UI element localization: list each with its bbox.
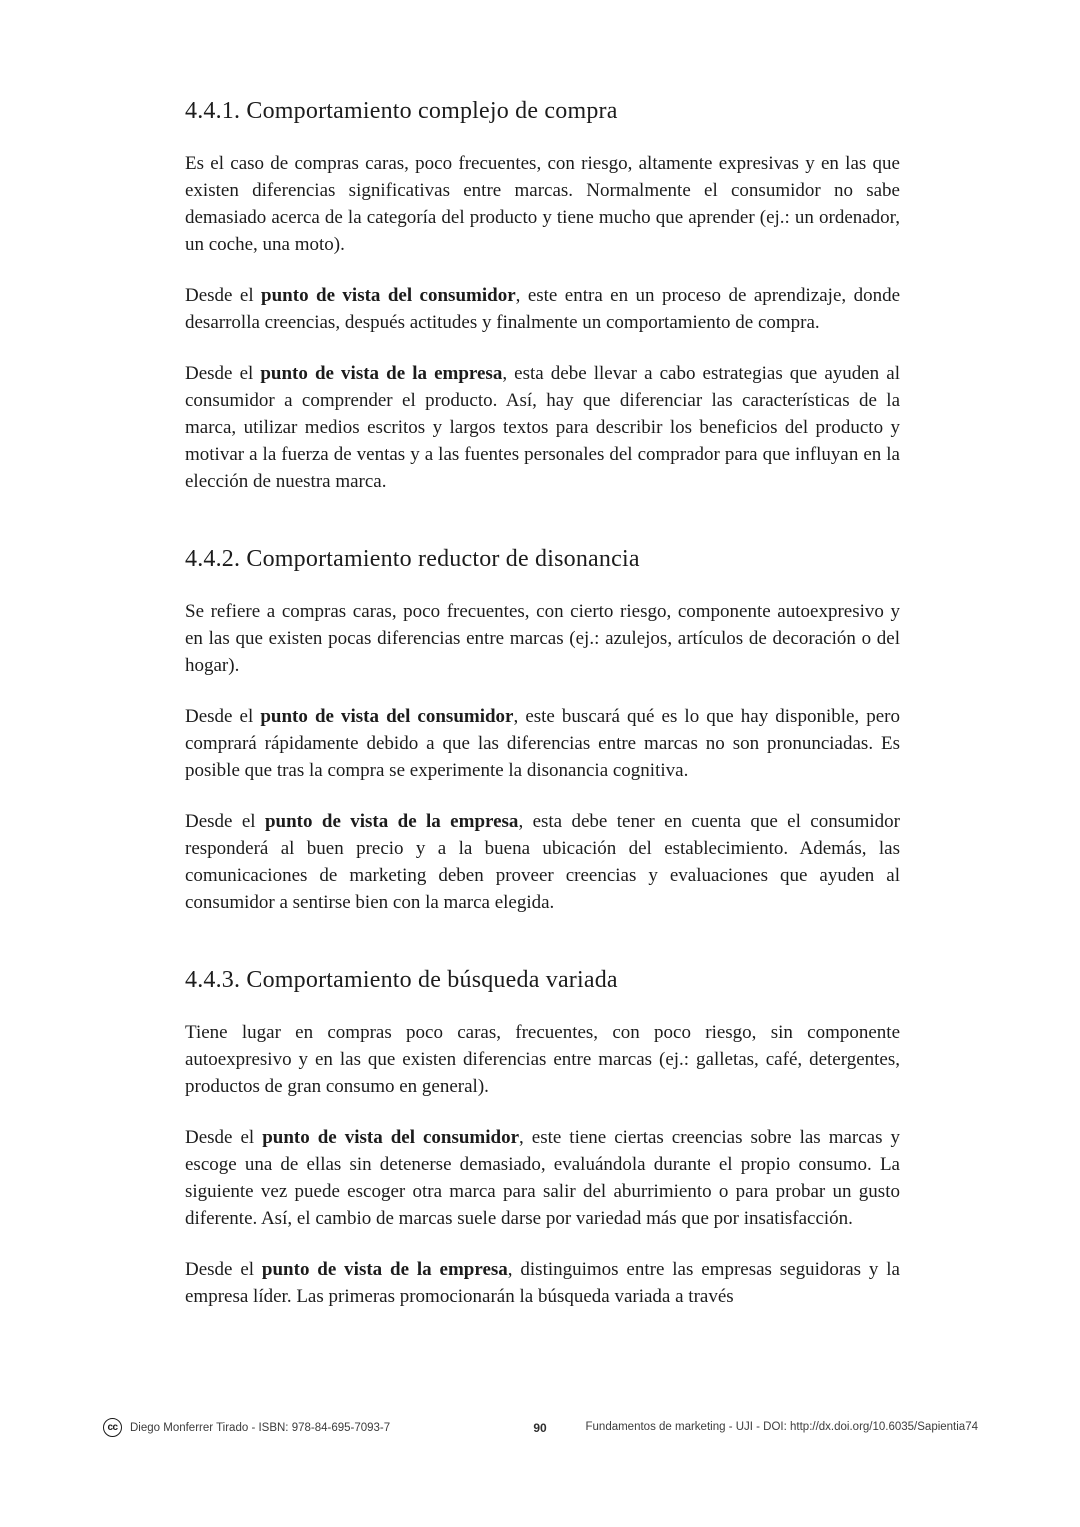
text-segment-bold: punto de vista de la empresa [264, 811, 519, 832]
content-column [185, 0, 900, 1334]
section-4-4-1 [185, 96, 900, 495]
text-segment: Desde el [185, 285, 262, 306]
paragraph [185, 1256, 900, 1310]
paragraph [185, 150, 900, 258]
text-segment-bold: punto de vista del consumidor [260, 706, 514, 727]
text-segment: , esta debe llevar a cabo estrategias que ayuden al consumidor a comprender el producto. Así, hay que diferenciar las características de la marca, utilizar medios escritos y largos textos para describir los beneficios del producto y motivar a la fuerza de ventas y a las fuentes personales del comprador para que influyan en la elección de nuestra marca. [185, 363, 900, 492]
text-segment: Tiene lugar en compras poco caras, frecuentes, con poco riesgo, sin componente autoexpresivo y en las que existen diferencias entre marcas (ej.: galletas, café, detergentes, productos de gran consumo en general). [185, 1022, 900, 1097]
section-heading: 4.4.3. Comportamiento de búsqueda variada [185, 967, 618, 993]
text-segment: , este tiene ciertas creencias sobre las marcas y escoge una de ellas sin detenerse demasiado, evaluándola durante el propio consumo. La siguiente vez puede escoger otra marca para salir del aburrimiento o para probar un gusto diferente. Así, el cambio de marcas suele darse por variedad más que por insatisfacción. [185, 1127, 900, 1229]
cc-license-icon: cc [103, 1418, 122, 1437]
text-segment: , distinguimos entre las empresas seguidoras y la empresa líder. Las primeras promocionarán la búsqueda variada a través [185, 1259, 900, 1307]
text-segment: , esta debe tener en cuenta que el consumidor responderá al buen precio y a la buena ubicación del establecimiento. Además, las comunicaciones de marketing deben proveer creencias y evaluaciones que ayuden al consumidor a sentirse bien con la marca elegida. [185, 811, 900, 913]
section-4-4-3 [185, 965, 900, 1310]
paragraph [185, 360, 900, 495]
page-footer [0, 1418, 1080, 1448]
text-segment: , este entra en un proceso de aprendizaje, donde desarrolla creencias, después actitudes y finalmente un comportamiento de compra. [185, 285, 900, 333]
text-segment: Desde el [185, 706, 261, 727]
section-4-4-2 [185, 544, 900, 916]
text-segment: Desde el [185, 1127, 263, 1148]
text-segment: Se refiere a compras caras, poco frecuentes, con cierto riesgo, componente autoexpresivo y en las que existen pocas diferencias entre marcas (ej.: azulejos, artículos de decoración o del hogar). [185, 601, 900, 676]
text-segment: Es el caso de compras caras, poco frecuentes, con riesgo, altamente expresivas y en las que existen diferencias significativas entre marcas. Normalmente el consumidor no sabe demasiado acerca de la categoría del producto y tiene mucho que aprender (ej.: un ordenador, un coche, una moto). [185, 153, 900, 255]
section-heading: 4.4.2. Comportamiento reductor de disonancia [185, 546, 640, 572]
text-segment: Desde el [185, 811, 265, 832]
footer-publication-doi: Fundamentos de marketing - UJI - DOI: http://dx.doi.org/10.6035/Sapientia74 [585, 1421, 978, 1433]
text-segment-bold: punto de vista del consumidor [262, 1127, 520, 1148]
paragraph [185, 703, 900, 784]
page-number: 90 [533, 1421, 547, 1435]
text-segment: Desde el [185, 1259, 262, 1280]
text-segment: , este buscará qué es lo que hay disponible, pero comprará rápidamente debido a que las diferencias entre marcas no son pronunciadas. Es posible que tras la compra se experimente la disonancia cognitiva. [185, 706, 901, 781]
text-segment: Desde el [185, 363, 261, 384]
paragraph [185, 1124, 900, 1232]
paragraph [185, 282, 900, 336]
paragraph [185, 598, 900, 679]
section-heading: 4.4.1. Comportamiento complejo de compra [185, 98, 618, 124]
footer-author-isbn: Diego Monferrer Tirado - ISBN: 978-84-695-7093-7 [130, 1421, 391, 1434]
paragraph [185, 808, 900, 916]
text-segment-bold: punto de vista de la empresa [261, 1259, 508, 1280]
paragraph [185, 1019, 900, 1100]
text-segment-bold: punto de vista de la empresa [260, 363, 503, 384]
text-segment-bold: punto de vista del consumidor [261, 285, 516, 306]
